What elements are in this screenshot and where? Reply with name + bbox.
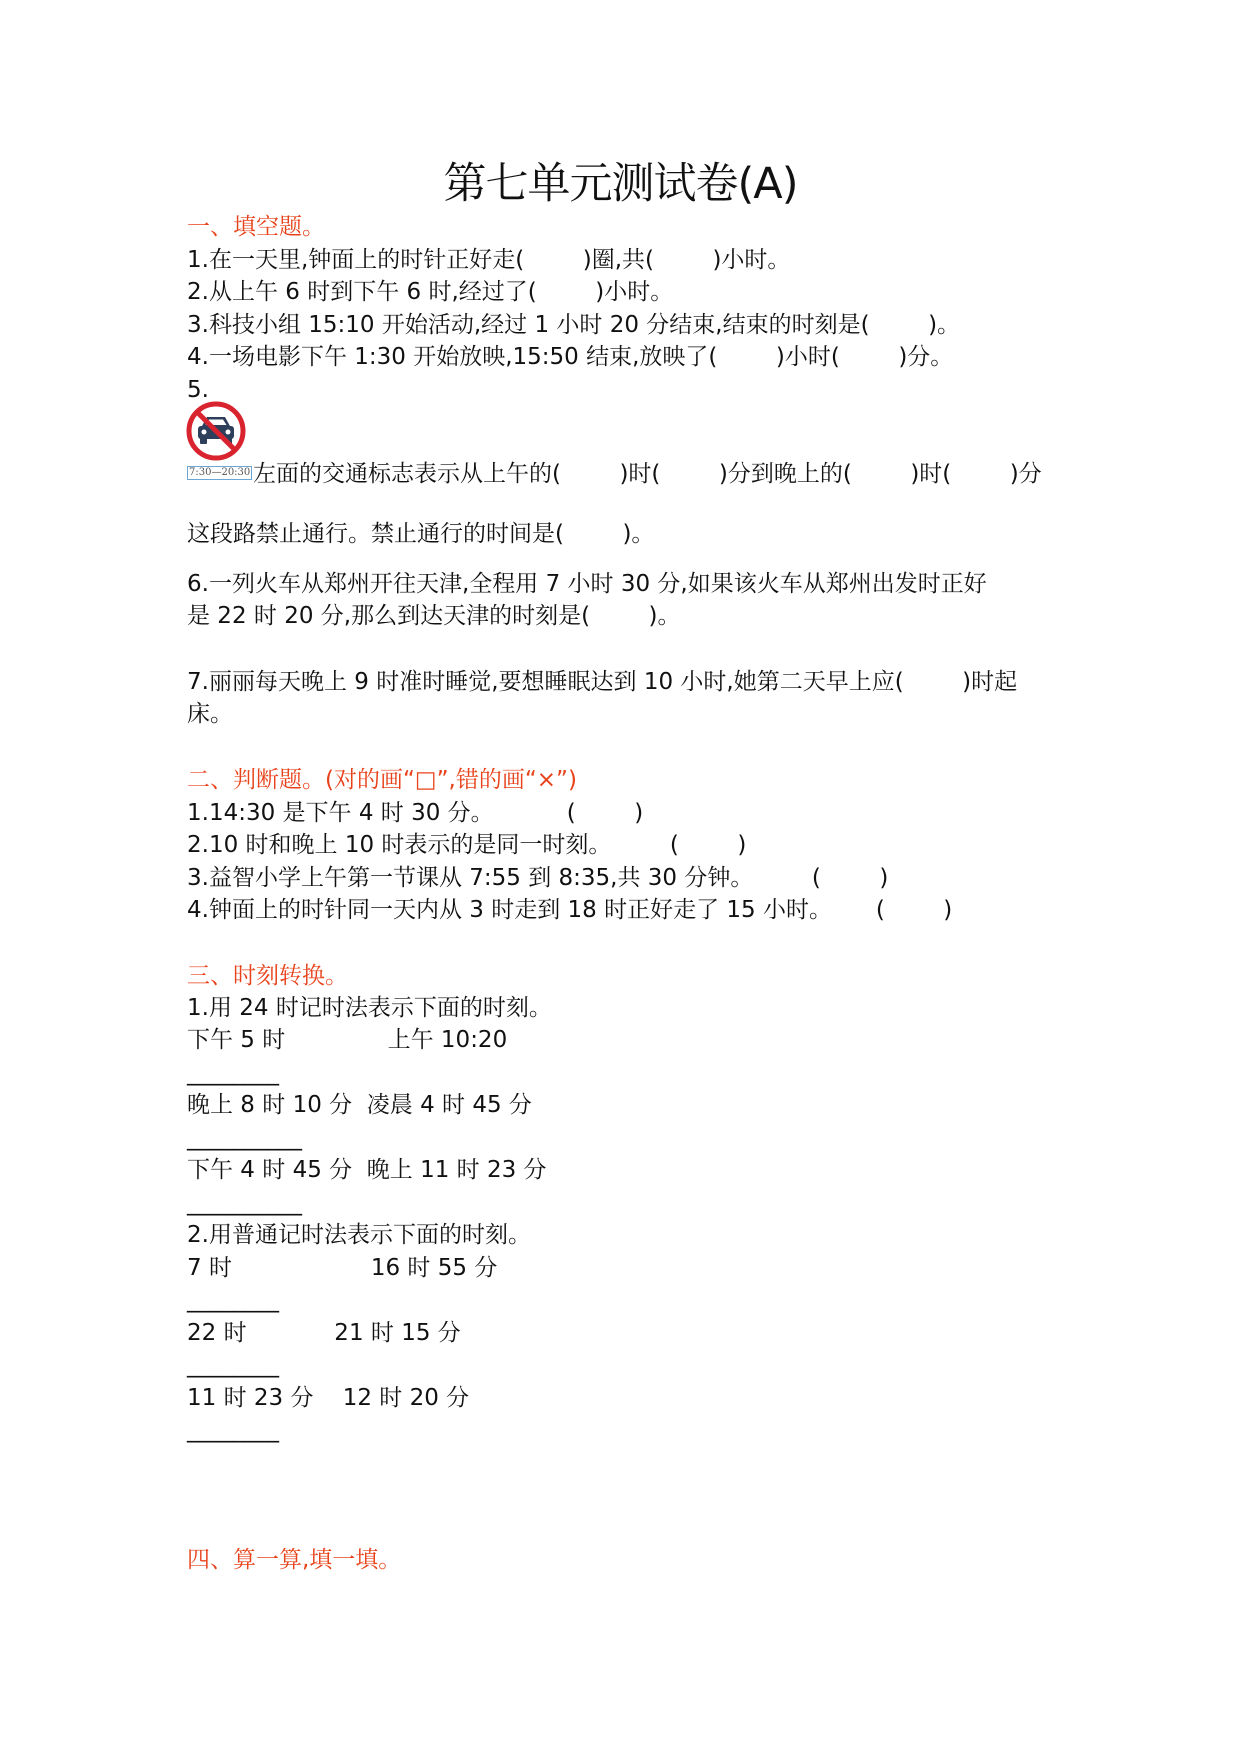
answer-blank: ________ — [187, 1352, 279, 1378]
convert-row-5: 22 时 21 时 15 分 — [187, 1320, 461, 1346]
convert-row-2: 晚上 8 时 10 分 凌晨 4 时 45 分 — [187, 1092, 532, 1118]
question-3: 3.科技小组 15:10 开始活动,经过 1 小时 20 分结束,结束的时刻是( )。 — [187, 312, 961, 338]
no-car-traffic-sign-icon — [186, 401, 246, 461]
judge-1: 1.14:30 是下午 4 时 30 分。 ( ) — [187, 800, 644, 826]
question-6-line-2: 是 22 时 20 分,那么到达天津的时刻是( )。 — [187, 603, 681, 629]
question-7-line-2: 床。 — [187, 701, 233, 727]
question-4: 4.一场电影下午 1:30 开始放映,15:50 结束,放映了( )小时( )分。 — [187, 344, 954, 370]
section-heading-calc: 四、算一算,填一填。 — [187, 1547, 402, 1573]
judge-3: 3.益智小学上午第一节课从 7:55 到 8:35,共 30 分钟。 ( ) — [187, 865, 889, 891]
question-6-line-1: 6.一列火车从郑州开往天津,全程用 7 小时 30 分,如果该火车从郑州出发时正好 — [187, 571, 987, 597]
convert-prompt-1: 1.用 24 时记时法表示下面的时刻。 — [187, 995, 552, 1021]
page-title: 第七单元测试卷(A) — [443, 159, 798, 209]
convert-row-6: 11 时 23 分 12 时 20 分 — [187, 1385, 470, 1411]
convert-row-4: 7 时 16 时 55 分 — [187, 1255, 498, 1281]
answer-blank: __________ — [187, 1190, 302, 1216]
question-2: 2.从上午 6 时到下午 6 时,经过了( )小时。 — [187, 279, 674, 305]
answer-blank: __________ — [187, 1125, 302, 1151]
judge-4: 4.钟面上的时针同一天内从 3 时走到 18 时正好走了 15 小时。 ( ) — [187, 897, 953, 923]
convert-prompt-2: 2.用普通记时法表示下面的时刻。 — [187, 1222, 531, 1248]
convert-row-1: 下午 5 时 上午 10:20 — [187, 1027, 508, 1053]
question-1: 1.在一天里,钟面上的时针正好走( )圈,共( )小时。 — [187, 247, 791, 273]
section-heading-fill: 一、填空题。 — [187, 214, 325, 240]
section-heading-judge: 二、判断题。(对的画“□”,错的画“×”) — [187, 767, 577, 793]
answer-blank: ________ — [187, 1060, 279, 1086]
answer-blank: ________ — [187, 1417, 279, 1443]
question-7-line-1: 7.丽丽每天晚上 9 时准时睡觉,要想睡眠达到 10 小时,她第二天早上应( )时起 — [187, 669, 1018, 695]
convert-row-3: 下午 4 时 45 分 晚上 11 时 23 分 — [187, 1157, 547, 1183]
question-5-line-2: 这段路禁止通行。禁止通行的时间是( )。 — [187, 521, 655, 547]
section-heading-convert: 三、时刻转换。 — [187, 963, 348, 989]
question-5-number: 5. — [187, 377, 209, 403]
question-5-line-1: 左面的交通标志表示从上午的( )时( )分到晚上的( )时( )分 — [253, 461, 1042, 487]
sign-time-caption: 7:30—20:30 — [189, 467, 251, 478]
judge-2: 2.10 时和晚上 10 时表示的是同一时刻。 ( ) — [187, 832, 747, 858]
answer-blank: ________ — [187, 1287, 279, 1313]
